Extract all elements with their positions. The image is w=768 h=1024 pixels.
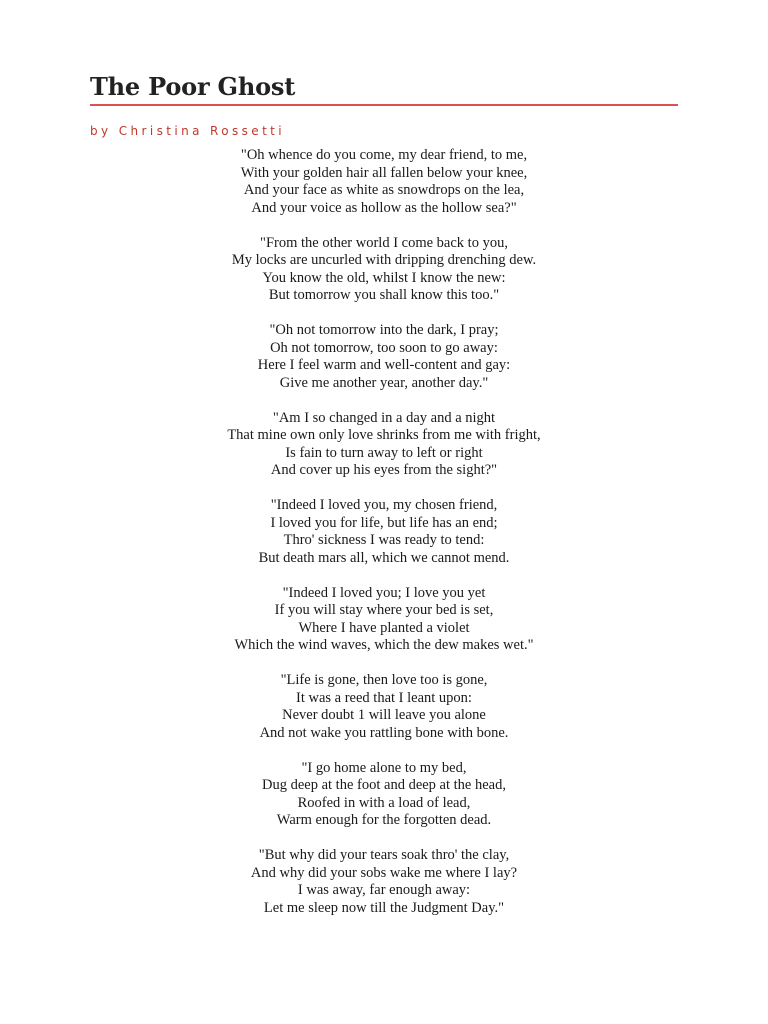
poem-line: And cover up his eyes from the sight?" — [270, 462, 498, 478]
stanza — [90, 847, 678, 917]
poem-line: Dug deep at the foot and deep at the head, — [262, 777, 506, 793]
poem-line: Which the wind waves, which the dew makes wet." — [234, 637, 534, 653]
stanza — [90, 235, 678, 305]
poem-line: And why did your sobs wake me where I lay? — [250, 864, 518, 881]
title-divider — [90, 104, 678, 106]
poem-line: "Oh whence do you come, my dear friend, to me, — [240, 147, 528, 163]
stanza — [90, 497, 678, 567]
poem-line: It was a reed that I leant upon: — [296, 689, 472, 706]
poem-line: And your voice as hollow as the hollow sea?" — [251, 199, 517, 216]
poem-line: But tomorrow you shall know this too." — [268, 287, 500, 303]
poem-line: "Indeed I loved you; I love you yet — [282, 584, 486, 601]
stanza — [90, 672, 678, 742]
poem-line: I was away, far enough away: — [297, 882, 471, 898]
poem-line: But death mars all, which we cannot mend. — [258, 549, 510, 566]
stanza — [90, 410, 678, 480]
poem-line: "Indeed I loved you, my chosen friend, — [270, 497, 498, 513]
poem-line: Give me another year, another day." — [279, 374, 489, 391]
poem-line: My locks are uncurled with dripping drenching dew. — [231, 252, 537, 268]
poem-line: And your face as white as snowdrops on the lea, — [243, 182, 525, 198]
poem-line: Warm enough for the forgotten dead. — [276, 812, 492, 828]
poem-line: "Life is gone, then love too is gone, — [280, 672, 488, 688]
stanza — [90, 322, 678, 392]
poem-line: Never doubt 1 will leave you alone — [282, 707, 486, 723]
poem-line: "But why did your tears soak thro' the clay, — [258, 847, 510, 863]
poem-line: That mine own only love shrinks from me with fright, — [227, 427, 541, 443]
poem-line: I loved you for life, but life has an end; — [270, 514, 498, 531]
poem-line: With your golden hair all fallen below your knee, — [240, 164, 528, 181]
poem-line: "From the other world I come back to you, — [260, 234, 508, 251]
poem-line: Roofed in with a load of lead, — [297, 794, 471, 811]
poem-line: You know the old, whilst I know the new: — [262, 269, 506, 286]
stanza — [90, 147, 678, 217]
poem-line: "Oh not tomorrow into the dark, I pray; — [269, 322, 499, 338]
poem-line: Is fain to turn away to left or right — [285, 444, 483, 461]
poem-line: Thro' sickness I was ready to tend: — [283, 532, 485, 548]
stanza — [90, 760, 678, 830]
author-byline: by Christina Rossetti — [90, 124, 286, 138]
poem-line: "Am I so changed in a day and a night — [272, 409, 496, 426]
poem-line: And not wake you rattling bone with bone. — [259, 724, 509, 741]
stanza — [90, 585, 678, 655]
poem-line: If you will stay where your bed is set, — [274, 602, 494, 618]
poem-line: Here I feel warm and well-content and gay: — [257, 357, 511, 373]
poem-line: Oh not tomorrow, too soon to go away: — [270, 339, 498, 356]
poem-line: Where I have planted a violet — [298, 619, 470, 636]
poem-line: Let me sleep now till the Judgment Day." — [263, 899, 505, 916]
poem-title: The Poor Ghost — [90, 72, 296, 101]
poem-body — [90, 147, 678, 935]
poem-line: "I go home alone to my bed, — [301, 759, 467, 776]
